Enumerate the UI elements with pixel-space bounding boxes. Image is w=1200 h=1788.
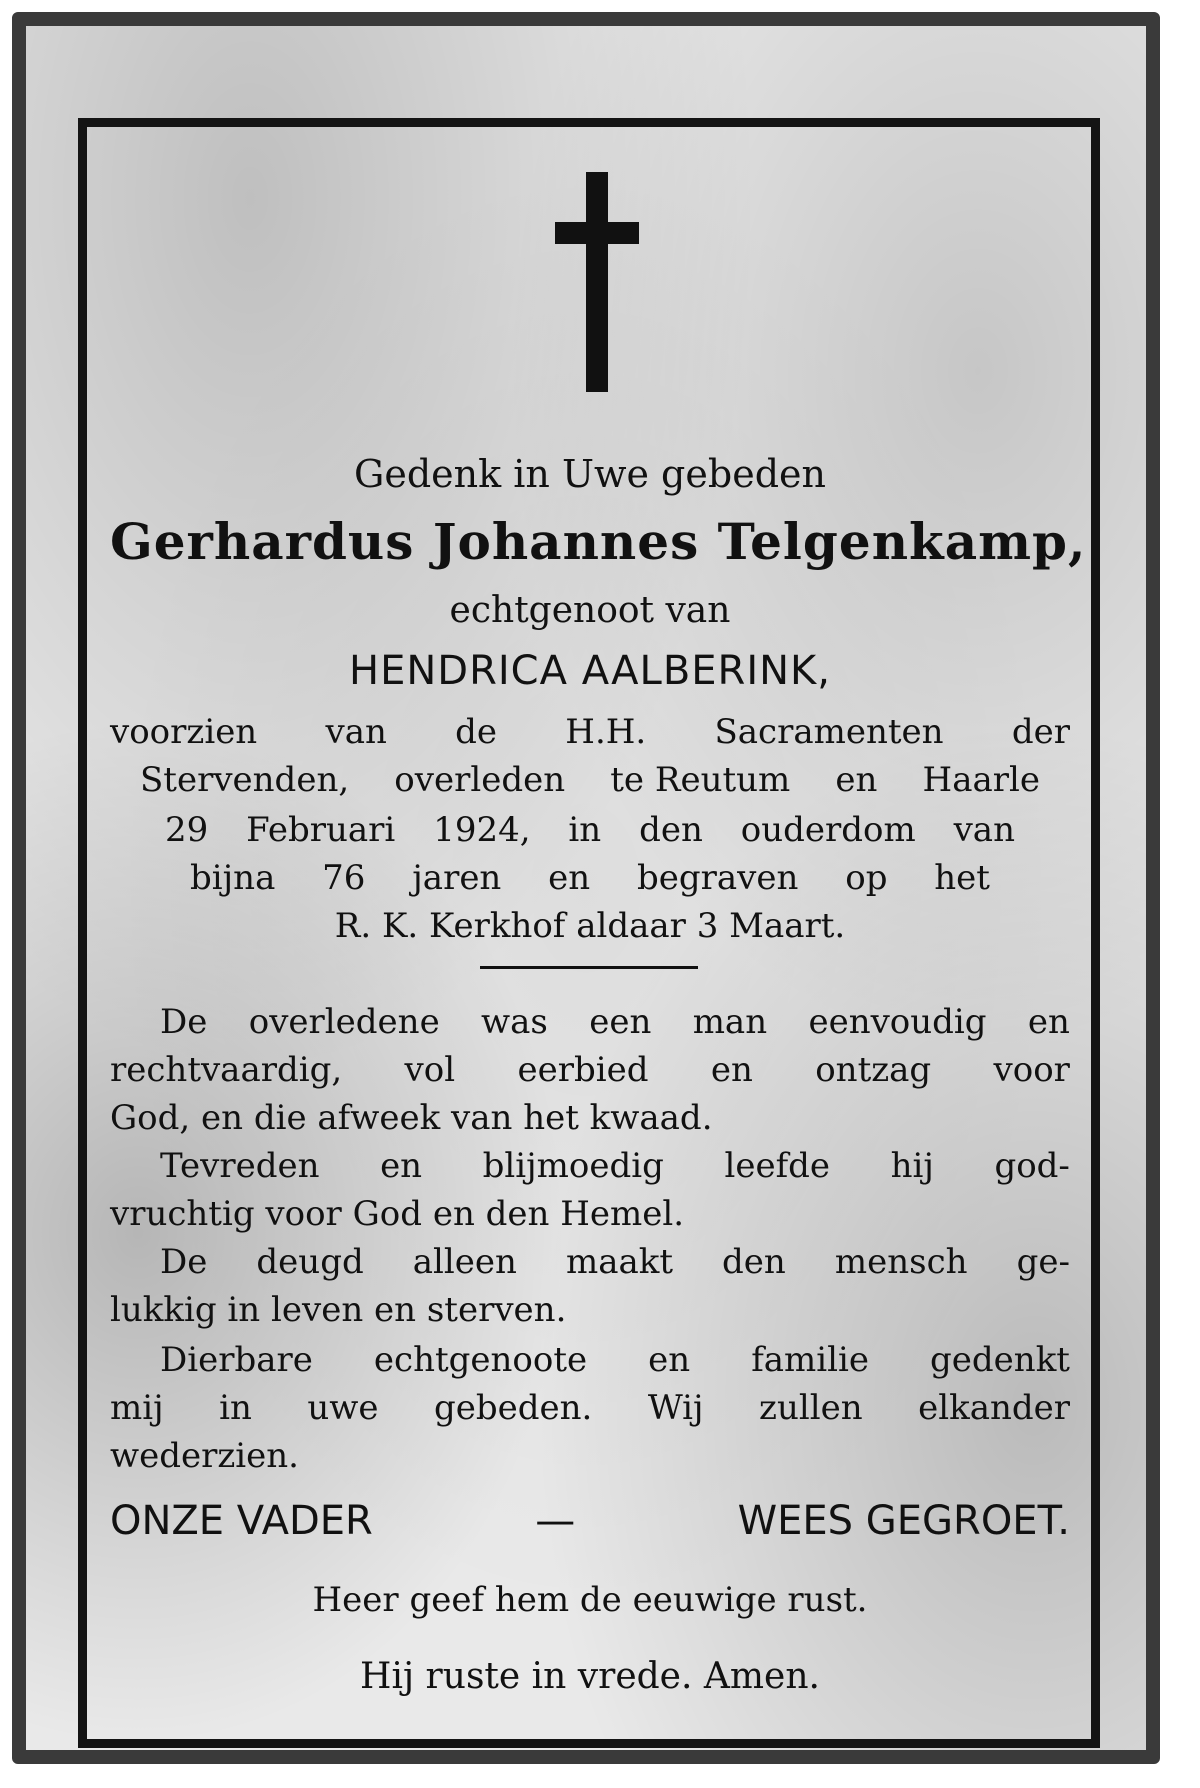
- word: ontzag: [815, 1050, 932, 1090]
- word: het: [934, 858, 990, 898]
- word: voor: [993, 1050, 1070, 1090]
- word: echtgenoote: [373, 1340, 588, 1380]
- word: een: [589, 1002, 652, 1042]
- word: Haarle: [922, 760, 1040, 800]
- word: ouderdom: [740, 810, 916, 850]
- word: 1924,: [433, 810, 531, 850]
- word: jaren: [412, 858, 502, 898]
- word: voorzien: [110, 712, 258, 752]
- paragraph-line: [160, 1340, 1070, 1380]
- word: gedenkt: [930, 1340, 1070, 1380]
- word: blijmoedig: [482, 1146, 664, 1186]
- word: in: [568, 810, 602, 850]
- word: leefde: [724, 1146, 831, 1186]
- word: alleen: [412, 1242, 517, 1282]
- word: en: [648, 1340, 691, 1380]
- details-line: [110, 712, 1070, 752]
- word: Dierbare: [160, 1340, 313, 1380]
- word: elkander: [918, 1388, 1070, 1428]
- paragraph-line: wederzien.: [110, 1436, 299, 1476]
- word: en: [835, 760, 878, 800]
- prayer-onze-vader: ONZE VADER: [110, 1498, 373, 1544]
- word: rechtvaardig,: [110, 1050, 343, 1090]
- word: ge-: [1016, 1242, 1070, 1282]
- details-line-last: R. K. Kerkhof aldaar 3 Maart.: [334, 906, 846, 946]
- word: 76: [322, 858, 366, 898]
- word: De: [160, 1002, 208, 1042]
- word: Tevreden: [160, 1146, 320, 1186]
- spouse-intro: echtgenoot van: [449, 590, 731, 631]
- word: begraven: [637, 858, 799, 898]
- word: en: [548, 858, 591, 898]
- word: De: [160, 1242, 208, 1282]
- word: Wij: [647, 1388, 704, 1428]
- paragraph-line: vruchtig voor God en den Hemel.: [110, 1194, 685, 1234]
- word: hij: [890, 1146, 934, 1186]
- word: Stervenden,: [140, 760, 350, 800]
- word: deugd: [256, 1242, 364, 1282]
- paragraph-line: God, en die afweek van het kwaad.: [110, 1098, 713, 1138]
- prayer-dash: —: [535, 1498, 576, 1544]
- word: vol: [404, 1050, 456, 1090]
- word: zullen: [759, 1388, 863, 1428]
- word: van: [325, 712, 387, 752]
- word: 29: [165, 810, 209, 850]
- word: god-: [994, 1146, 1070, 1186]
- word: de: [455, 712, 498, 752]
- intro-line: Gedenk in Uwe gebeden: [354, 452, 826, 496]
- cross-icon: [555, 172, 635, 392]
- spouse-name: HENDRICA AALBERINK,: [349, 648, 831, 694]
- paragraph-line: [160, 1146, 1070, 1186]
- word: mensch: [834, 1242, 968, 1282]
- paragraph-line: [110, 1388, 1070, 1428]
- word: in: [219, 1388, 252, 1428]
- deceased-name: Gerhardus Johannes Telgenkamp,: [110, 512, 1087, 571]
- word: van: [953, 810, 1015, 850]
- word: der: [1011, 712, 1070, 752]
- word: eerbied: [517, 1050, 649, 1090]
- word: en: [710, 1050, 753, 1090]
- prayer-line: [110, 1498, 1070, 1544]
- word: en: [1027, 1002, 1070, 1042]
- closing-line-2: Hij ruste in vrede. Amen.: [360, 1656, 820, 1697]
- paragraph-line: [160, 1242, 1070, 1282]
- word: was: [481, 1002, 548, 1042]
- details-line: [165, 810, 1015, 850]
- word: Februari: [246, 810, 396, 850]
- word: overleden: [394, 760, 566, 800]
- details-line: [190, 858, 990, 898]
- word: mij: [110, 1388, 164, 1428]
- word: Sacramenten: [714, 712, 944, 752]
- paragraph-line: [160, 1002, 1070, 1042]
- word: familie: [751, 1340, 870, 1380]
- word: bijna: [190, 858, 276, 898]
- paragraph-line: lukkig in leven en sterven.: [110, 1290, 567, 1330]
- details-line: [140, 760, 1040, 800]
- word: den: [639, 810, 703, 850]
- word: op: [845, 858, 888, 898]
- closing-line-1: Heer geef hem de eeuwige rust.: [312, 1580, 868, 1620]
- paragraph-line: [110, 1050, 1070, 1090]
- word: uwe: [307, 1388, 379, 1428]
- word: gebeden.: [433, 1388, 593, 1428]
- word: te Reutum: [610, 760, 791, 800]
- divider-rule: [480, 966, 698, 969]
- prayer-wees-gegroet: WEES GEGROET.: [737, 1498, 1070, 1544]
- word: overledene: [248, 1002, 440, 1042]
- word: H.H.: [565, 712, 647, 752]
- word: maakt: [565, 1242, 674, 1282]
- word: eenvoudig: [808, 1002, 987, 1042]
- word: en: [380, 1146, 423, 1186]
- word: den: [722, 1242, 786, 1282]
- word: man: [692, 1002, 768, 1042]
